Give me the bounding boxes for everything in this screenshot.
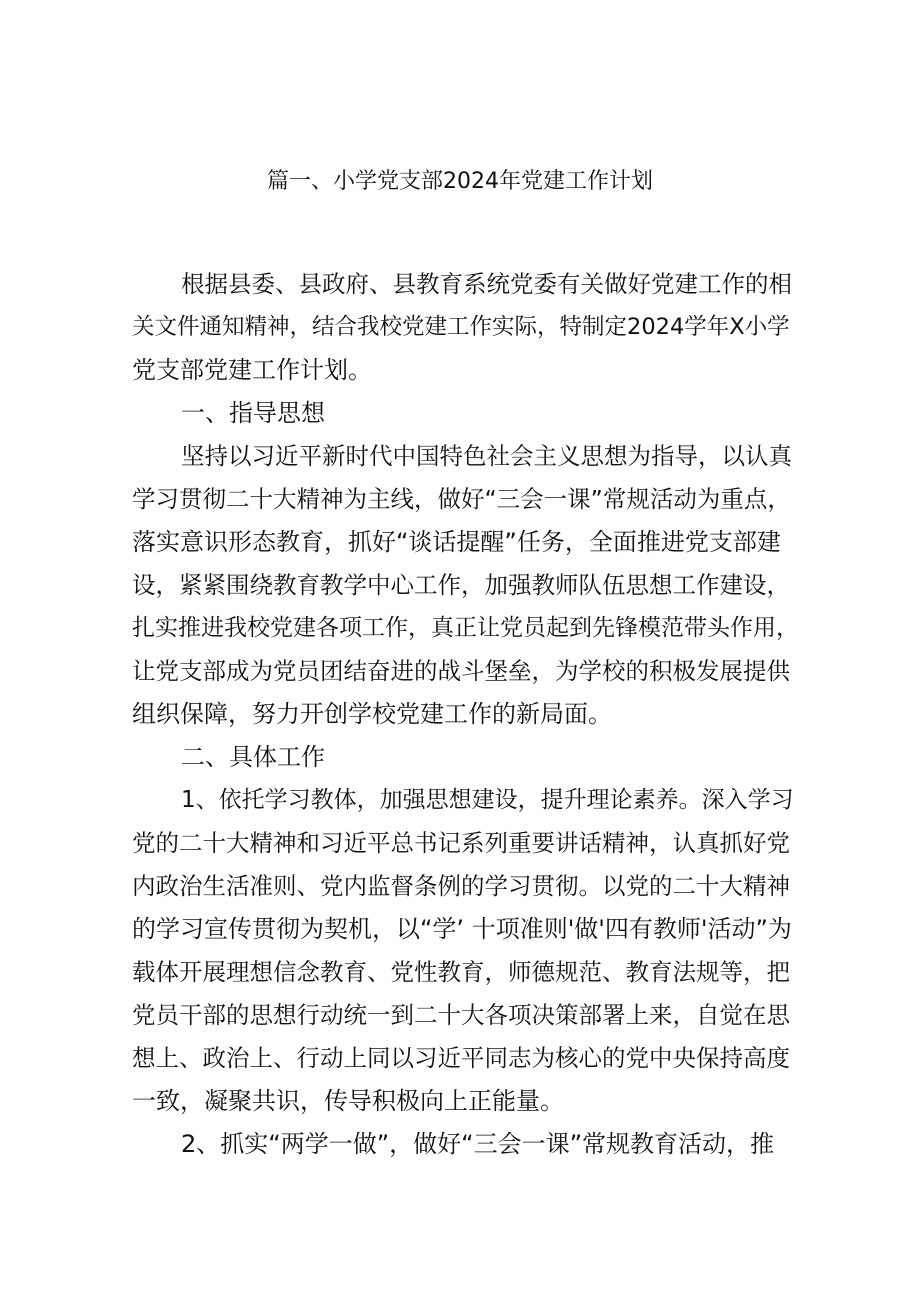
text-line: 一致，凝聚共识，传导积极向上正能量。 xyxy=(132,1087,564,1115)
document-title: 篇一、小学党支部2024年党建工作计划 xyxy=(267,169,653,194)
text-line: 1、依托学习教体，加强思想建设，提升理论素养。深入学习 xyxy=(181,787,794,813)
text-line: 党的二十大精神和习近平总书记系列重要讲话精神，认真抓好党 xyxy=(132,829,790,857)
section-heading: 一、指导思想 xyxy=(181,399,325,427)
text-line: 根据县委、县政府、县教育系统党委有关做好党建工作的相 xyxy=(181,270,792,298)
text-line: 载体开展理想信念教育、党性教育，师德规范、教育法规等，把 xyxy=(132,958,790,986)
text-line: 坚持以习近平新时代中国特色社会主义思想为指导，以认真 xyxy=(181,442,792,470)
text-line: 的学习宣传贯彻为契机，以“学’ 十项准则'做'四有教师'活动”为 xyxy=(132,915,792,943)
text-line: 扎实推进我校党建各项工作，真正让党员起到先锋模范带头作用， xyxy=(132,615,799,641)
section-heading: 二、具体工作 xyxy=(181,743,325,771)
text-line: 党员干部的思想行动统一到二十大各项决策部署上来，自觉在思 xyxy=(132,1001,790,1029)
text-line: 想上、政治上、行动上同以习近平同志为核心的党中央保持高度 xyxy=(132,1044,790,1072)
text-line: 设，紧紧围绕教育教学中心工作，加强教师队伍思想工作建设， xyxy=(132,571,790,599)
text-line: 2、抓实“两学一做”，做好“三会一课”常规教育活动，推 xyxy=(181,1130,775,1158)
text-line: 让党支部成为党员团结奋进的战斗堡垒，为学校的积极发展提供 xyxy=(132,657,790,685)
text-line: 学习贯彻二十大精神为主线，做好“三会一课”常规活动为重点， xyxy=(132,485,791,513)
text-line: 落实意识形态教育，抓好“谈话提醒”任务，全面推进党支部建 xyxy=(132,528,781,556)
document-body xyxy=(132,263,800,1166)
text-line: 关文件通知精神，结合我校党建工作实际，特制定2024学年X小学 xyxy=(132,314,790,340)
text-line: 组织保障，努力开创学校党建工作的新局面。 xyxy=(132,700,612,728)
text-line: 内政治生活准则、党内监督条例的学习贯彻。以党的二十大精神 xyxy=(132,872,790,900)
text-line: 党支部党建工作计划。 xyxy=(132,356,372,384)
